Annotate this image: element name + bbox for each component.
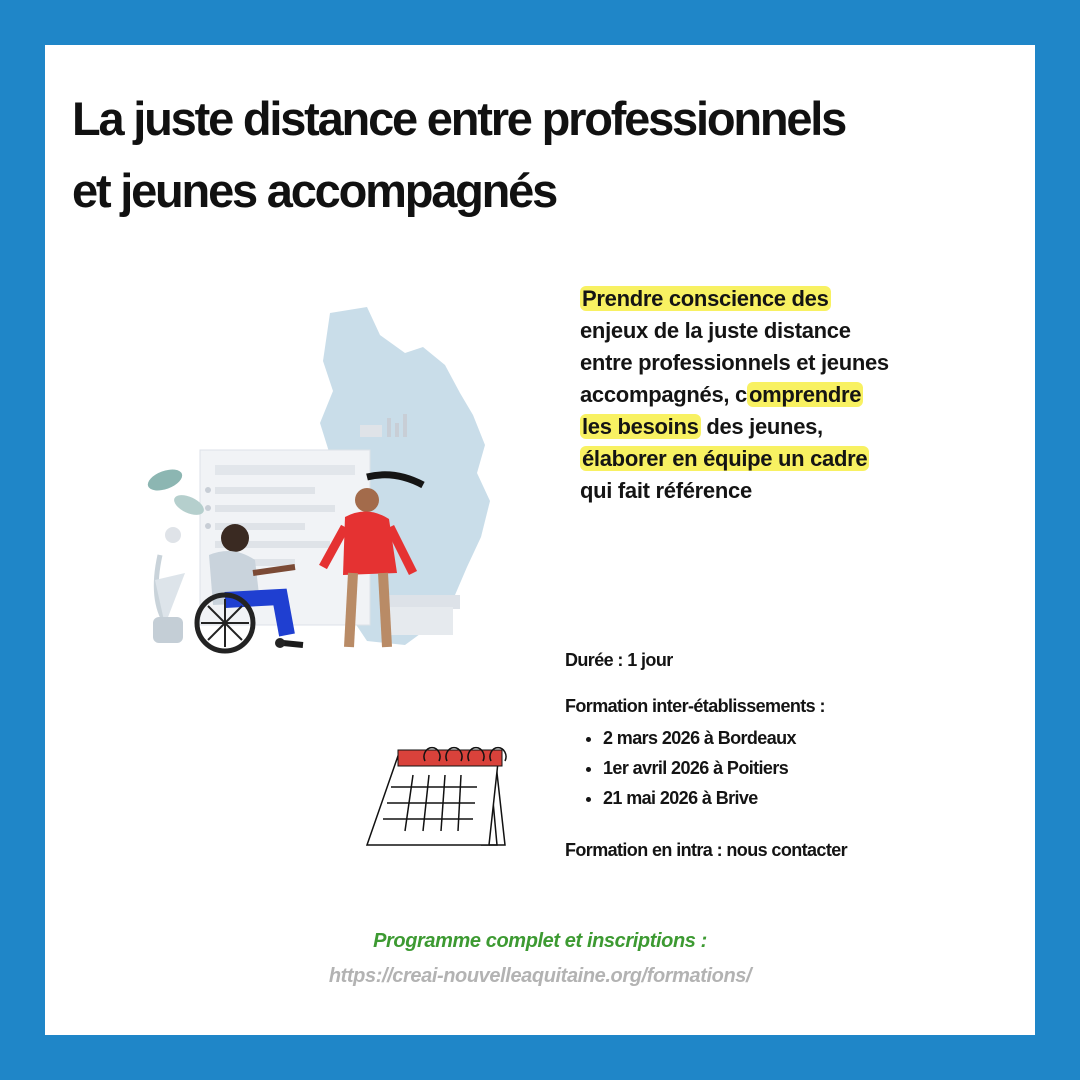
session-list bbox=[565, 723, 1005, 813]
title-line-1: La juste distance entre professionnels bbox=[72, 92, 846, 145]
inter-label: Formation inter-établissements : bbox=[565, 696, 825, 716]
program-url[interactable]: https://creai-nouvelleaquitaine.org/formations/ bbox=[328, 965, 752, 987]
session-item: • 1er avril 2026 à Poitiers bbox=[603, 753, 1005, 783]
highlight-understand: omprendre bbox=[749, 382, 862, 407]
highlight-awareness: Prendre conscience des bbox=[582, 286, 829, 311]
description bbox=[580, 283, 1000, 507]
highlight-needs: les besoins bbox=[582, 414, 699, 439]
page-title bbox=[72, 83, 1012, 227]
poster-card bbox=[45, 45, 1035, 1035]
session-item: • 21 mai 2026 à Brive bbox=[603, 783, 1005, 813]
highlight-framework: élaborer en équipe un cadre bbox=[582, 446, 868, 471]
description-line-7: qui fait référence bbox=[580, 478, 752, 503]
title-line-2: et jeunes accompagnés bbox=[72, 164, 557, 217]
intra-info: Formation en intra : nous contacter bbox=[565, 840, 848, 860]
duration: Durée : 1 jour bbox=[565, 650, 673, 670]
description-line-3: entre professionnels et jeunes bbox=[580, 350, 889, 375]
description-line-5: des jeunes, bbox=[700, 414, 823, 439]
program-label: Programme complet et inscriptions : bbox=[373, 930, 707, 952]
calendar-icon bbox=[365, 735, 515, 855]
description-line-4: accompagnés, c bbox=[580, 382, 747, 407]
bench bbox=[380, 595, 460, 635]
session-item: • 2 mars 2026 à Bordeaux bbox=[603, 723, 1005, 753]
training-info bbox=[565, 647, 1005, 863]
illustration bbox=[105, 305, 555, 655]
description-line-2: enjeux de la juste distance bbox=[580, 318, 851, 343]
